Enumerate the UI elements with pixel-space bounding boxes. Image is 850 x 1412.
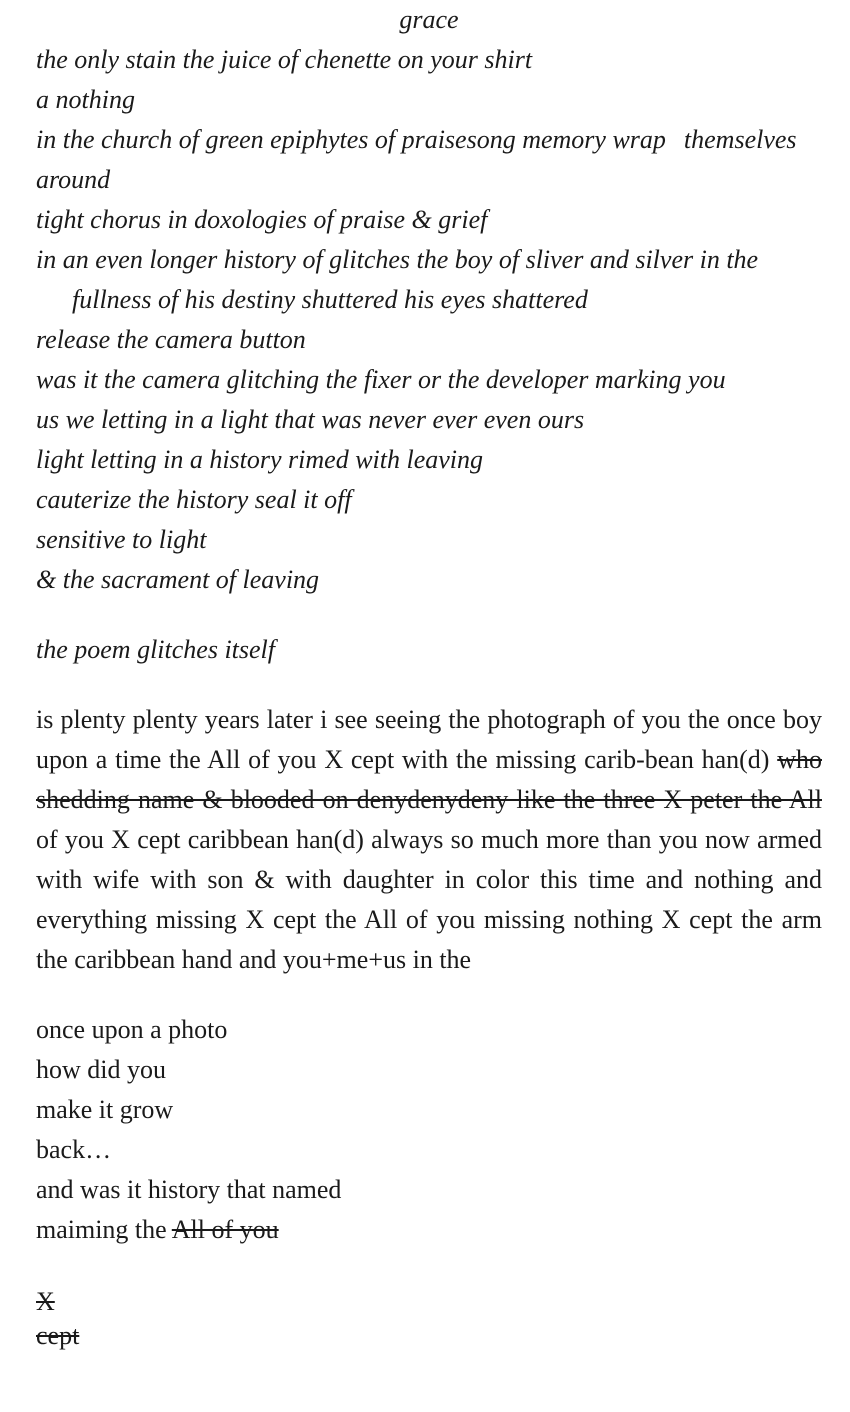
- poem-line: cauterize the history seal it off: [36, 485, 352, 514]
- struck-text: who shedding name & blooded on denydenydeny like the three X peter the All: [36, 745, 822, 814]
- poem-line: the only stain the juice of chenette on your shirt: [36, 45, 533, 74]
- poem-line: light letting in a history rimed with leaving: [36, 445, 484, 474]
- poem-line: in an even longer history of glitches the boy of sliver and silver in the: [36, 245, 759, 274]
- poem-line: release the camera button: [36, 325, 306, 354]
- prose-paragraph: [36, 700, 822, 980]
- poem-line-indented: fullness of his destiny shuttered his eyes shattered: [72, 285, 588, 314]
- prose-part-2: of you X cept caribbean han(d) always so much more than you now armed with wife with son & with daughter in color this time and nothing and everything missing X cept the All of you missing nothing X cept the arm the caribbean hand and you+me+us in the: [36, 825, 822, 974]
- poem-line: back…: [36, 1135, 112, 1164]
- poem-line: sensitive to light: [36, 525, 207, 554]
- prose-part-1: is plenty plenty years later i see seeing the photograph of you the once boy upon a time the All of you X cept with the missing carib-bean han(d): [36, 705, 822, 774]
- poem-line: [36, 120, 822, 160]
- poem-line: a nothing: [36, 85, 135, 114]
- italic-section: [36, 0, 822, 600]
- poem-line-part: maiming the: [36, 1215, 167, 1244]
- struck-x: X: [36, 1287, 55, 1316]
- poem-page: [36, 0, 822, 1356]
- poem-line: was it the camera glitching the fixer or the developer marking you: [36, 365, 726, 394]
- ending-section: [36, 1282, 822, 1356]
- poem-line-part: themselves: [683, 125, 797, 154]
- poem-line: us we letting in a light that was never ever even ours: [36, 405, 585, 434]
- poem-line: make it grow: [36, 1095, 174, 1124]
- poem-line-part: in the church of green epiphytes of praisesong memory wrap: [36, 125, 666, 154]
- poem-line: tight chorus in doxologies of praise & grief: [36, 205, 488, 234]
- poem-line: once upon a photo: [36, 1015, 228, 1044]
- struck-text: All of you: [171, 1215, 279, 1244]
- poem-line-grace: grace: [399, 5, 459, 34]
- struck-cept: cept: [36, 1321, 80, 1350]
- photo-section: [36, 1010, 822, 1250]
- poem-line: around: [36, 165, 111, 194]
- poem-line: how did you: [36, 1055, 166, 1084]
- poem-line: & the sacrament of leaving: [36, 565, 320, 594]
- glitch-line: the poem glitches itself: [36, 635, 276, 664]
- poem-line: and was it history that named: [36, 1175, 342, 1204]
- poem-line: [36, 1210, 822, 1250]
